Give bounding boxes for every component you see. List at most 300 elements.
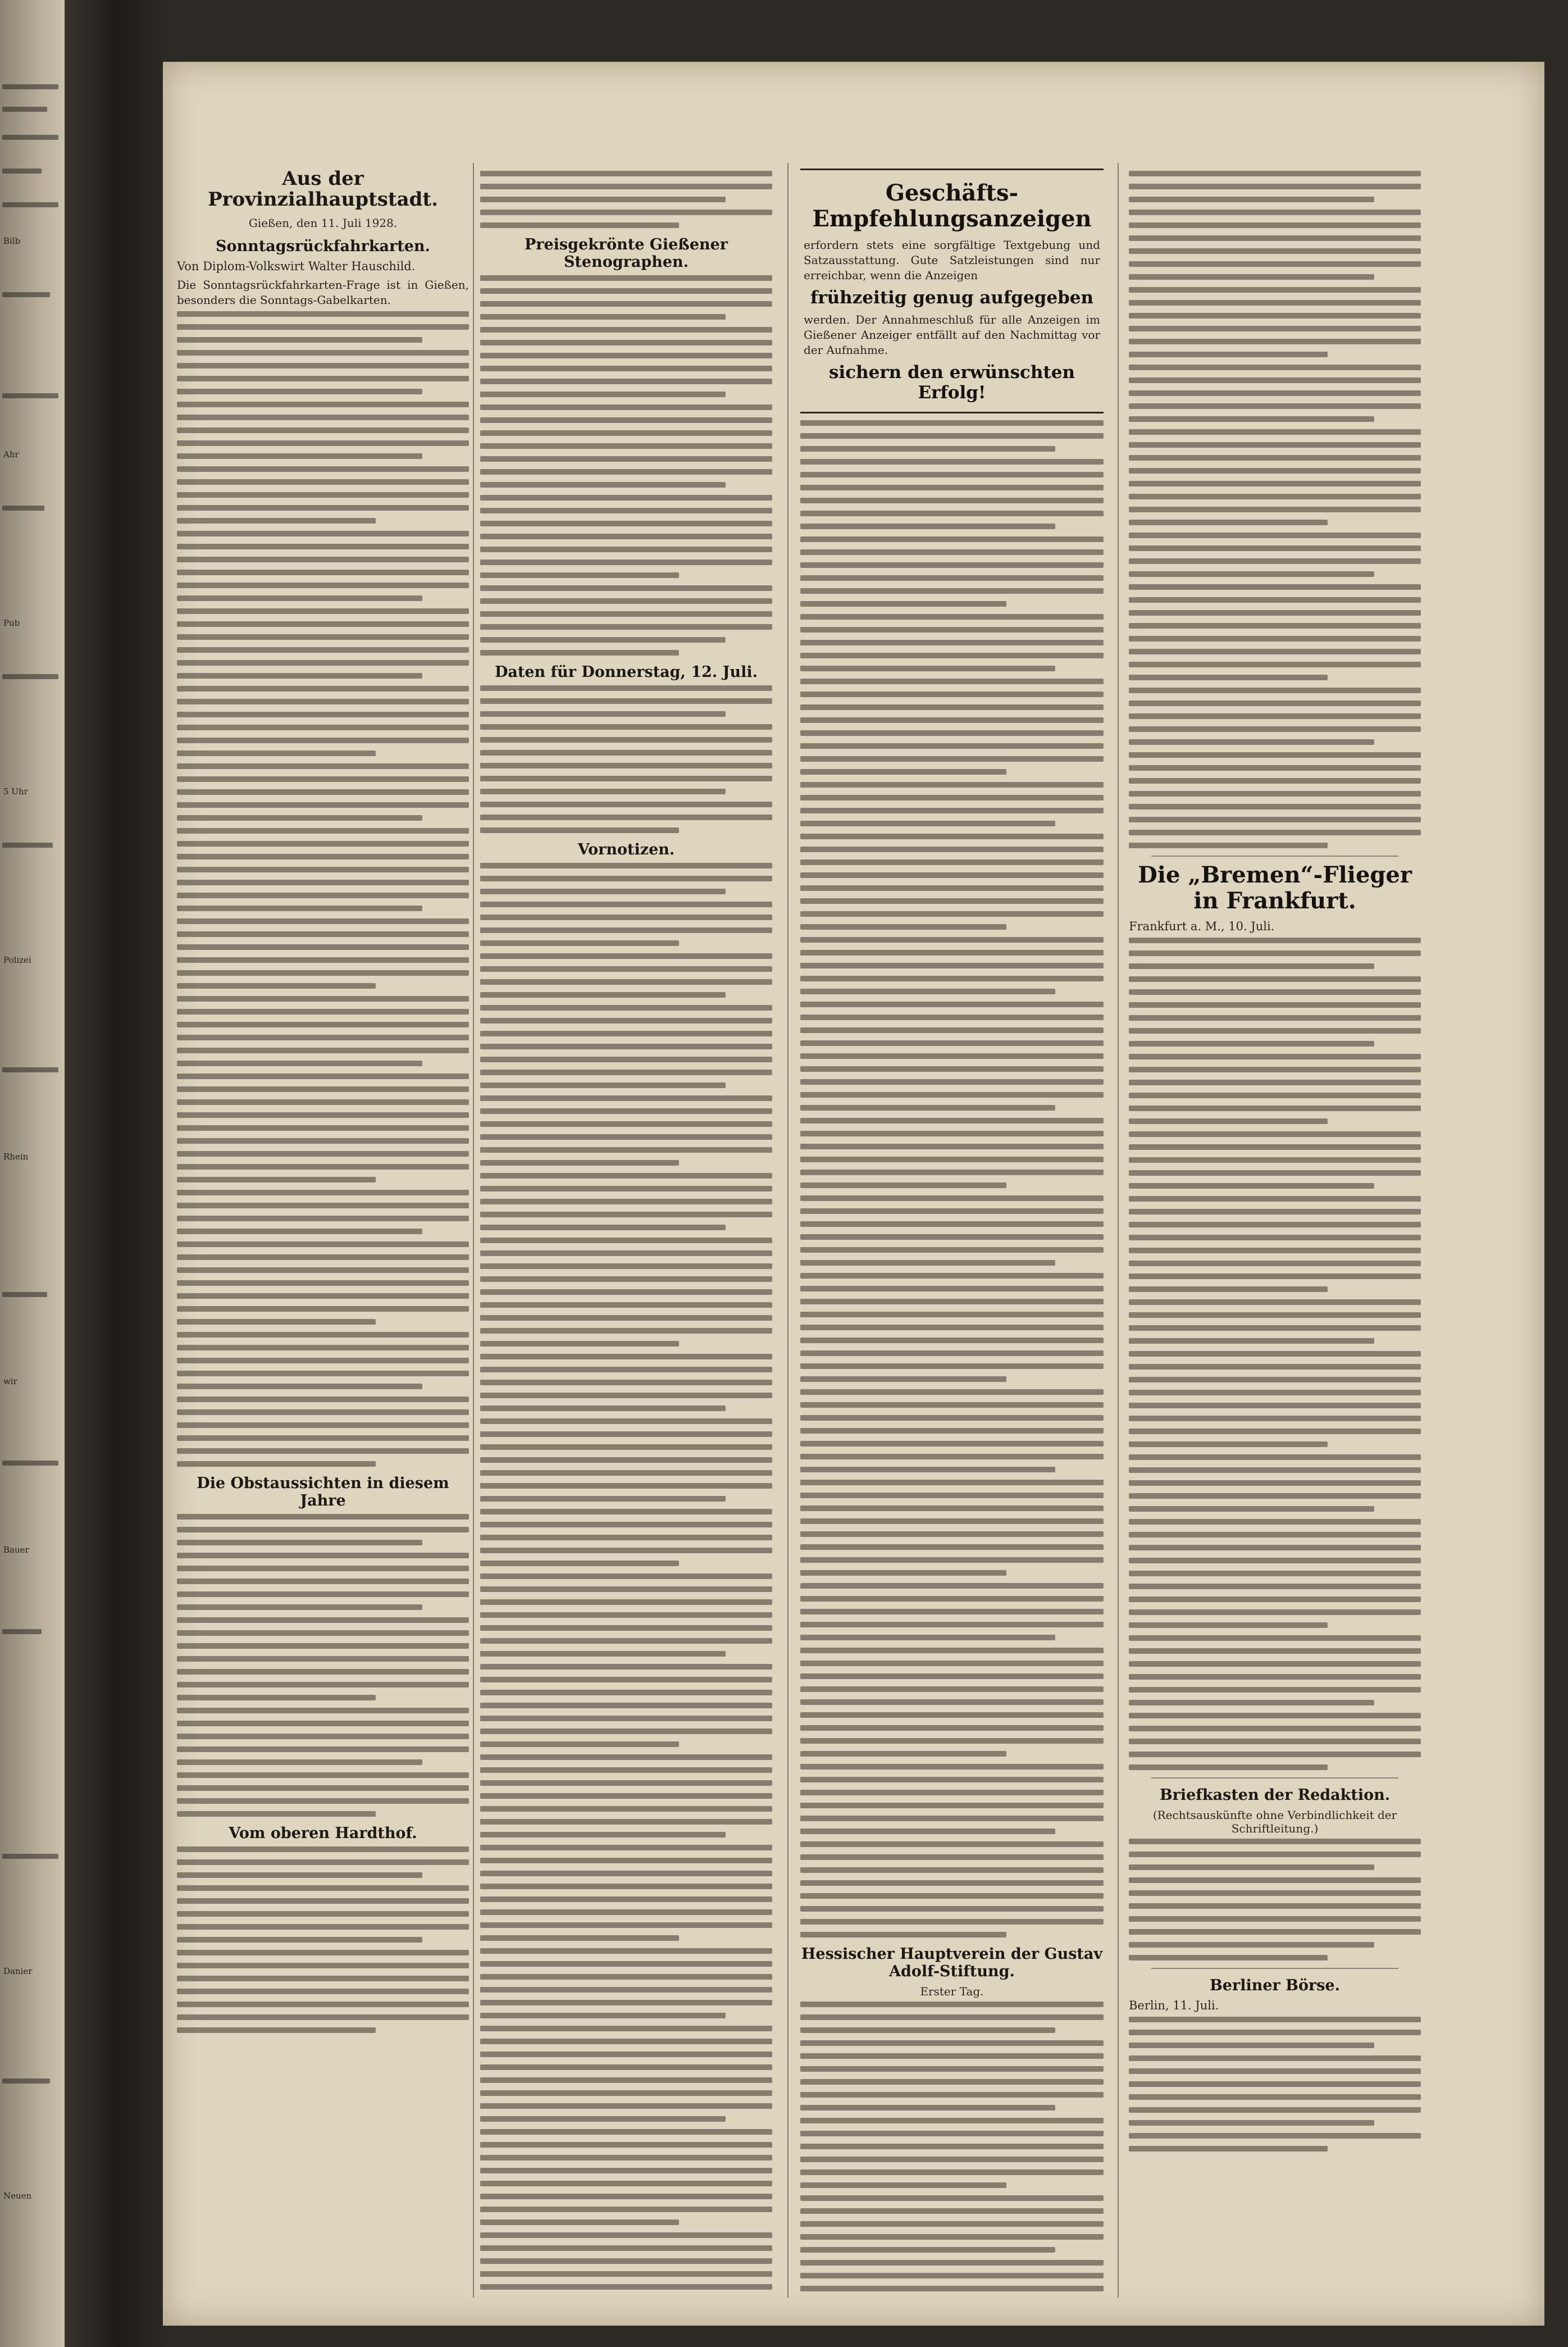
text-line bbox=[1129, 1312, 1421, 1318]
text-line bbox=[177, 1229, 422, 1234]
text-line bbox=[1129, 1752, 1421, 1757]
text-line bbox=[1129, 1273, 1421, 1279]
text-line bbox=[800, 1027, 1104, 1033]
text-line bbox=[177, 518, 376, 524]
text-line bbox=[1129, 1261, 1421, 1266]
article-heading: Vom oberen Hardthof. bbox=[229, 1824, 417, 1842]
text-line bbox=[800, 2079, 1104, 2085]
text-line bbox=[480, 1147, 772, 1153]
text-line bbox=[480, 2181, 772, 2186]
text-fragment bbox=[2, 843, 53, 848]
separator bbox=[1151, 856, 1398, 857]
text-line bbox=[1129, 2107, 1421, 2113]
text-line bbox=[177, 1409, 469, 1415]
text-line bbox=[800, 950, 1104, 956]
text-line bbox=[1129, 1700, 1374, 1705]
text-line bbox=[800, 1325, 1104, 1330]
text-line bbox=[480, 1199, 772, 1204]
text-line bbox=[800, 2260, 1104, 2266]
text-line bbox=[177, 1772, 469, 1778]
text-line bbox=[800, 1712, 1104, 1718]
text-line bbox=[177, 1022, 469, 1027]
text-line bbox=[1129, 558, 1421, 564]
text-line bbox=[1129, 365, 1421, 370]
text-line bbox=[480, 379, 772, 384]
text-line bbox=[1129, 571, 1374, 577]
text-line bbox=[480, 1625, 772, 1631]
text-line bbox=[800, 1092, 1104, 1098]
article-dateline: Berlin, 11. Juli. bbox=[1129, 1999, 1219, 2013]
text-line bbox=[177, 634, 469, 640]
text-line bbox=[480, 1935, 679, 1941]
article-body bbox=[800, 420, 1104, 1937]
text-line bbox=[480, 1664, 772, 1670]
text-line bbox=[480, 827, 679, 833]
text-line bbox=[800, 549, 1104, 555]
text-line bbox=[480, 789, 726, 794]
text-line bbox=[800, 2027, 1055, 2033]
text-line bbox=[1129, 1942, 1374, 1948]
text-line bbox=[800, 1505, 1104, 1511]
text-line bbox=[177, 1989, 469, 1994]
ad-text: erfordern stets eine sorgfältige Textgebung und Satzausstattung. Gute Satzleistungen sind nur erreichbar, wenn die Anzeigen bbox=[804, 238, 1100, 282]
text-line bbox=[480, 2258, 772, 2264]
text-line bbox=[177, 1048, 469, 1053]
article-heading: Hessischer Hauptverein der Gustav Adolf-Stiftung. bbox=[801, 1945, 1103, 1981]
text-line bbox=[177, 1785, 469, 1791]
text-line bbox=[480, 1754, 772, 1760]
text-line bbox=[480, 915, 772, 920]
text-line bbox=[800, 1131, 1104, 1136]
text-line bbox=[1129, 1558, 1421, 1563]
text-line bbox=[800, 2118, 1104, 2123]
text-line bbox=[480, 2155, 772, 2160]
text-line bbox=[177, 647, 469, 653]
article-heading: Die Obstaussichten in diesem Jahre bbox=[197, 1474, 449, 1509]
text-line bbox=[1129, 1480, 1421, 1486]
text-line bbox=[800, 1247, 1104, 1253]
text-line bbox=[1129, 1364, 1421, 1370]
text-line bbox=[800, 666, 1055, 671]
article-body bbox=[480, 171, 772, 228]
text-line bbox=[1129, 1429, 1421, 1434]
text-line bbox=[177, 1254, 469, 1260]
ad-text: werden. Der Annahmeschluß für alle Anzeigen im Gießener Anzeiger entfällt auf den Nachmittag vor der Aufnahme. bbox=[804, 313, 1100, 357]
text-line bbox=[800, 1015, 1104, 1020]
text-line bbox=[800, 1635, 1055, 1640]
strip-word: wir bbox=[3, 1376, 17, 1386]
column-4 bbox=[1129, 169, 1421, 2292]
text-line bbox=[1129, 507, 1421, 512]
text-line bbox=[177, 1885, 469, 1891]
text-line bbox=[480, 863, 772, 868]
text-line bbox=[177, 1061, 422, 1066]
text-line bbox=[480, 1806, 772, 1812]
text-line bbox=[177, 1345, 469, 1350]
text-line bbox=[800, 2040, 1104, 2046]
text-line bbox=[177, 918, 469, 924]
text-line bbox=[177, 440, 469, 446]
text-line bbox=[1129, 623, 1421, 629]
text-line bbox=[1129, 778, 1421, 784]
text-line bbox=[800, 1260, 1055, 1266]
text-line bbox=[1129, 545, 1421, 551]
text-line bbox=[480, 2129, 772, 2135]
text-line bbox=[800, 1170, 1104, 1175]
text-line bbox=[800, 1299, 1104, 1304]
text-line bbox=[177, 1461, 376, 1467]
text-line bbox=[177, 1527, 469, 1532]
text-line bbox=[177, 841, 469, 847]
text-line bbox=[480, 392, 726, 397]
article-body bbox=[1129, 171, 1421, 848]
text-line bbox=[800, 1350, 1104, 1356]
text-line bbox=[480, 637, 726, 643]
text-line bbox=[480, 1509, 772, 1514]
text-line bbox=[1129, 1674, 1421, 1680]
text-line bbox=[480, 902, 772, 907]
text-line bbox=[480, 327, 772, 333]
text-line bbox=[480, 685, 772, 691]
text-line bbox=[480, 1367, 772, 1372]
text-line bbox=[800, 717, 1104, 723]
text-line bbox=[480, 2271, 772, 2277]
text-line bbox=[480, 2090, 772, 2096]
text-line bbox=[480, 547, 772, 552]
text-line bbox=[800, 511, 1104, 516]
text-line bbox=[480, 430, 772, 436]
previous-page-strip bbox=[0, 0, 65, 2347]
column-rule bbox=[787, 163, 788, 2298]
text-line bbox=[480, 275, 772, 281]
text-line bbox=[480, 1767, 772, 1773]
text-fragment bbox=[2, 202, 58, 207]
text-line bbox=[177, 1151, 469, 1157]
text-line bbox=[800, 2014, 1104, 2020]
text-line bbox=[1129, 713, 1421, 719]
text-line bbox=[800, 898, 1104, 904]
text-line bbox=[1129, 584, 1421, 590]
text-line bbox=[1129, 1067, 1421, 1072]
text-line bbox=[1129, 1416, 1421, 1421]
text-line bbox=[177, 1138, 469, 1144]
text-line bbox=[177, 1332, 469, 1338]
text-line bbox=[800, 859, 1104, 865]
text-line bbox=[480, 1535, 772, 1540]
text-line bbox=[800, 872, 1104, 878]
text-line bbox=[800, 1002, 1104, 1007]
text-line bbox=[177, 1540, 422, 1545]
text-line bbox=[1129, 1196, 1421, 1202]
text-line bbox=[800, 1157, 1104, 1162]
text-line bbox=[1129, 1687, 1421, 1693]
text-line bbox=[480, 711, 726, 717]
text-line bbox=[1129, 339, 1421, 344]
text-line bbox=[800, 588, 1104, 594]
text-line bbox=[177, 686, 469, 692]
column-3 bbox=[800, 169, 1104, 2292]
text-line bbox=[1129, 1351, 1421, 1357]
article-note: (Rechtsauskünfte ohne Verbindlichkeit der Schriftleitung.) bbox=[1152, 1808, 1397, 1836]
text-line bbox=[1129, 610, 1421, 616]
text-fragment bbox=[2, 292, 50, 297]
text-line bbox=[480, 1444, 772, 1450]
text-line bbox=[177, 466, 469, 472]
text-line bbox=[480, 1496, 726, 1502]
text-line bbox=[1129, 300, 1421, 306]
article-dateline: Frankfurt a. M., 10. Juli. bbox=[1129, 920, 1275, 933]
text-line bbox=[1129, 442, 1421, 448]
text-line bbox=[480, 1005, 772, 1011]
text-line bbox=[480, 1354, 772, 1359]
article-body bbox=[1129, 938, 1421, 1770]
text-line bbox=[177, 815, 422, 821]
text-line bbox=[1129, 1299, 1421, 1305]
text-line bbox=[480, 1651, 726, 1657]
text-line bbox=[800, 2195, 1104, 2201]
text-line bbox=[480, 2013, 726, 2018]
text-line bbox=[1129, 804, 1421, 809]
text-line bbox=[177, 337, 422, 343]
text-line bbox=[1129, 403, 1421, 409]
text-line bbox=[1129, 1286, 1328, 1292]
strip-word: Neuen bbox=[3, 2191, 32, 2201]
text-line bbox=[800, 847, 1104, 852]
text-line bbox=[177, 1859, 469, 1865]
text-line bbox=[800, 1312, 1104, 1317]
text-line bbox=[480, 1057, 772, 1062]
text-line bbox=[800, 1557, 1104, 1563]
text-line bbox=[177, 673, 422, 679]
text-line bbox=[800, 1661, 1104, 1666]
text-line bbox=[1129, 1571, 1421, 1576]
text-line bbox=[800, 1919, 1104, 1925]
text-line bbox=[1129, 1764, 1328, 1770]
text-line bbox=[1129, 1377, 1421, 1382]
text-line bbox=[480, 353, 772, 358]
newspaper-page bbox=[163, 62, 1544, 2326]
text-line bbox=[800, 1829, 1055, 1834]
text-line bbox=[1129, 210, 1421, 215]
text-line bbox=[177, 505, 469, 511]
text-line bbox=[480, 1393, 772, 1398]
text-line bbox=[177, 1734, 469, 1739]
text-line bbox=[1129, 765, 1421, 771]
text-line bbox=[177, 1846, 469, 1852]
text-line bbox=[177, 621, 469, 627]
text-line bbox=[800, 1493, 1104, 1498]
text-line bbox=[800, 1144, 1104, 1149]
text-line bbox=[480, 776, 772, 781]
text-line bbox=[480, 1612, 772, 1618]
text-line bbox=[177, 324, 469, 330]
text-line bbox=[177, 1435, 469, 1441]
text-line bbox=[800, 1402, 1104, 1408]
text-line bbox=[177, 1177, 376, 1182]
text-line bbox=[1129, 1157, 1421, 1163]
text-fragment bbox=[2, 84, 58, 89]
text-line bbox=[800, 834, 1104, 839]
text-line bbox=[1129, 1002, 1421, 1008]
text-line bbox=[800, 756, 1104, 762]
text-line bbox=[800, 420, 1104, 426]
text-line bbox=[480, 940, 679, 946]
text-line bbox=[1129, 752, 1421, 758]
text-fragment bbox=[2, 1292, 47, 1297]
text-line bbox=[480, 495, 772, 501]
text-line bbox=[800, 1777, 1104, 1782]
text-line bbox=[800, 1854, 1104, 1860]
text-line bbox=[177, 2027, 376, 2033]
column-1 bbox=[177, 169, 469, 2292]
text-line bbox=[800, 2247, 1055, 2253]
text-line bbox=[800, 1428, 1104, 1434]
text-line bbox=[1129, 1852, 1421, 1857]
text-line bbox=[480, 1741, 679, 1747]
text-line bbox=[177, 738, 469, 743]
text-line bbox=[1129, 791, 1421, 797]
text-line bbox=[480, 197, 726, 202]
text-line bbox=[480, 1470, 772, 1476]
dateline: Gießen, den 11. Juli 1928. bbox=[248, 216, 398, 230]
text-line bbox=[1129, 481, 1421, 486]
text-fragment bbox=[2, 135, 58, 140]
text-line bbox=[177, 1035, 469, 1040]
text-line bbox=[800, 1415, 1104, 1421]
text-line bbox=[1129, 1890, 1421, 1896]
text-line bbox=[800, 1893, 1104, 1899]
text-line bbox=[1129, 1596, 1421, 1602]
text-line bbox=[177, 763, 469, 769]
text-line bbox=[480, 1729, 772, 1734]
text-line bbox=[1129, 1877, 1421, 1883]
text-line bbox=[177, 1911, 469, 1917]
text-line bbox=[480, 417, 772, 423]
text-line bbox=[480, 2077, 772, 2083]
section-title: Aus der Provinzialhauptstadt. bbox=[208, 169, 438, 211]
text-line bbox=[800, 1066, 1104, 1072]
text-line bbox=[1129, 352, 1328, 357]
text-line bbox=[480, 1018, 772, 1024]
text-line bbox=[1129, 1080, 1421, 1085]
text-line bbox=[177, 1937, 422, 1943]
text-line bbox=[480, 482, 726, 488]
text-line bbox=[800, 2286, 1104, 2291]
text-line bbox=[1129, 1839, 1421, 1844]
article-body bbox=[480, 685, 772, 833]
text-line bbox=[800, 1570, 1006, 1576]
text-line bbox=[1129, 817, 1421, 822]
text-line bbox=[800, 692, 1104, 697]
text-line bbox=[177, 1708, 469, 1713]
text-line bbox=[177, 1553, 469, 1558]
text-line bbox=[480, 1406, 726, 1411]
text-line bbox=[480, 2039, 772, 2044]
text-line bbox=[177, 1617, 469, 1623]
article-subheading: Erster Tag. bbox=[920, 1985, 984, 1999]
text-line bbox=[1129, 520, 1328, 525]
text-line bbox=[800, 575, 1104, 581]
strip-word: Polizei bbox=[3, 955, 31, 965]
text-line bbox=[177, 931, 469, 937]
text-line bbox=[177, 1759, 422, 1765]
text-line bbox=[800, 1441, 1104, 1447]
text-line bbox=[177, 427, 469, 433]
text-line bbox=[177, 415, 469, 420]
text-line bbox=[1129, 1093, 1421, 1098]
text-line bbox=[480, 2052, 772, 2057]
text-line bbox=[480, 1780, 772, 1786]
text-line bbox=[177, 1112, 469, 1118]
text-line bbox=[800, 1273, 1104, 1279]
article-paragraph: Die Sonntagsrückfahrkarten-Frage ist in Gießen, besonders die Sonntags-Gabelkarten. bbox=[177, 278, 469, 307]
text-line bbox=[1129, 377, 1421, 383]
text-line bbox=[800, 2208, 1104, 2214]
text-line bbox=[480, 2207, 772, 2212]
text-line bbox=[480, 724, 772, 730]
text-line bbox=[480, 966, 772, 972]
text-line bbox=[800, 1182, 1006, 1188]
text-line bbox=[177, 583, 469, 588]
text-line bbox=[1129, 416, 1374, 422]
text-line bbox=[800, 1622, 1104, 1627]
text-line bbox=[480, 1884, 772, 1889]
text-line bbox=[1129, 649, 1421, 654]
text-line bbox=[480, 1716, 772, 1721]
text-line bbox=[800, 1286, 1104, 1291]
text-line bbox=[480, 508, 772, 513]
text-line bbox=[480, 1095, 772, 1101]
article-heading: Berliner Börse. bbox=[1209, 1977, 1340, 1995]
article-heading: Die „Bremen“-Flieger in Frankfurt. bbox=[1138, 862, 1412, 914]
text-line bbox=[480, 1858, 772, 1863]
text-line bbox=[1129, 1222, 1421, 1227]
text-line bbox=[1129, 830, 1421, 835]
text-line bbox=[177, 996, 469, 1002]
text-line bbox=[800, 627, 1104, 633]
text-line bbox=[1129, 1584, 1421, 1589]
text-line bbox=[800, 976, 1104, 981]
text-line bbox=[800, 1053, 1104, 1059]
text-line bbox=[800, 821, 1055, 826]
text-line bbox=[1129, 1170, 1421, 1176]
text-line bbox=[480, 815, 772, 820]
text-line bbox=[177, 1746, 469, 1752]
text-line bbox=[480, 1031, 772, 1036]
text-line bbox=[480, 650, 679, 656]
text-line bbox=[800, 2131, 1104, 2136]
text-line bbox=[480, 1418, 772, 1424]
text-line bbox=[1129, 455, 1421, 461]
text-line bbox=[1129, 1028, 1421, 1034]
text-line bbox=[480, 1302, 772, 1308]
text-line bbox=[480, 560, 772, 565]
text-line bbox=[1129, 287, 1421, 293]
text-line bbox=[177, 557, 469, 562]
text-line bbox=[800, 937, 1104, 943]
text-line bbox=[1129, 1390, 1421, 1395]
text-line bbox=[177, 1514, 469, 1520]
text-line bbox=[177, 1074, 469, 1079]
text-line bbox=[1129, 1864, 1374, 1870]
strip-word: Bilb bbox=[3, 236, 21, 246]
text-line bbox=[480, 1896, 772, 1902]
text-line bbox=[177, 595, 422, 601]
text-line bbox=[480, 953, 772, 959]
text-line bbox=[480, 366, 772, 371]
text-line bbox=[480, 1315, 772, 1321]
house-advertisement bbox=[800, 169, 1104, 413]
